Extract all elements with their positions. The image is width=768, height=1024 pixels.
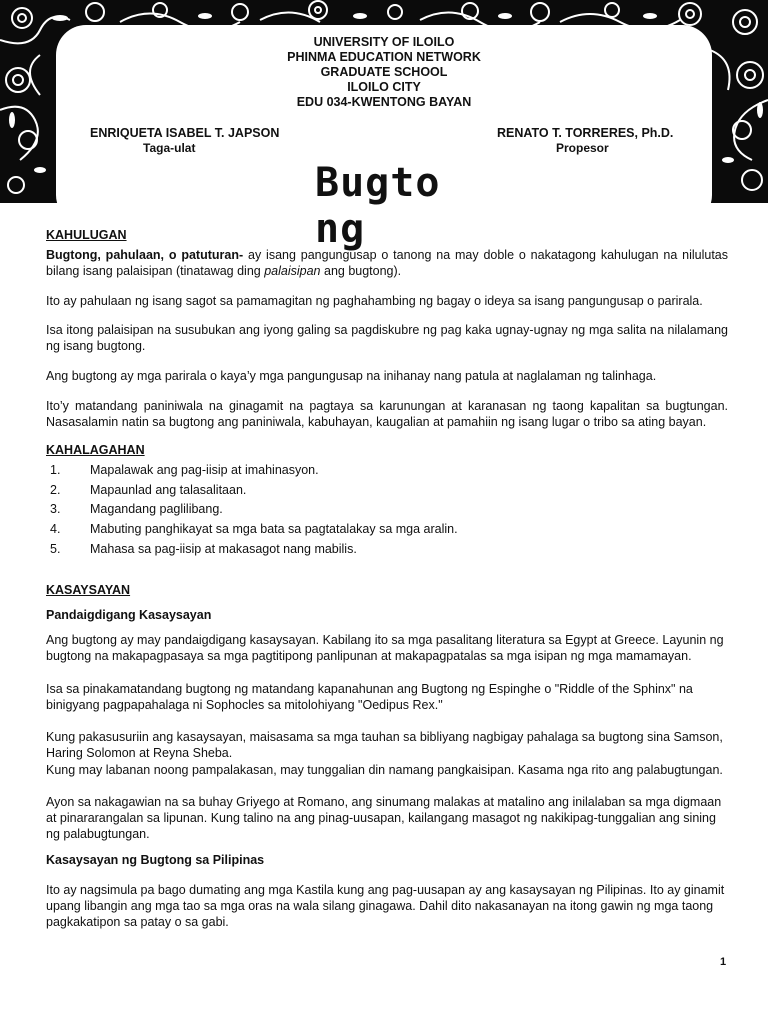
list-item-text: Magandang paglilibang. bbox=[90, 502, 223, 516]
definition-paragraph bbox=[46, 247, 728, 279]
kahulugan-paragraph-5: Ito’y matandang paniniwala na ginagamit na pagtaya sa karunungan at karanasan ng taong kapalitan sa bugtungan. Nasasalamin natin sa bugtong ang paniniwala, kabuhayan, kaugalian at pamahiin ng isang lugar o tribo sa ating bayan. bbox=[46, 399, 728, 429]
definition-lead: Bugtong, pahulaan, o patuturan- bbox=[46, 248, 244, 262]
course-title: EDU 034-KWENTONG BAYAN bbox=[296, 95, 472, 109]
network-name: PHINMA EDUCATION NETWORK bbox=[287, 50, 481, 64]
list-item-text: Mapaunlad ang talasalitaan. bbox=[90, 483, 247, 497]
kahulugan-paragraph-3: Isa itong palaisipan na susubukan ang iyong galing sa pagdiskubre ng pag kaka ugnay-ugnay ng mga salita na nilalamang ng isang bugtong. bbox=[46, 323, 728, 353]
list-item-number: 2. bbox=[50, 483, 61, 497]
list-item-text: Mabuting panghikayat sa mga bata sa pagtatalakay sa mga aralin. bbox=[90, 522, 458, 536]
page-number: 1 bbox=[720, 956, 727, 968]
reporter-role: Taga-ulat bbox=[143, 141, 196, 155]
list-item-number: 5. bbox=[50, 542, 61, 556]
definition-text-1: ay isang pangungusap o tanong na may doble o nakatagong kahulugan na nilulutas bilang isang palaisipan (tinatawag ding bbox=[46, 248, 728, 278]
list-item-number: 3. bbox=[50, 502, 61, 516]
definition-text-2: ang bugtong). bbox=[320, 264, 402, 278]
subheading-kasaysayan-pilipinas: Kasaysayan ng Bugtong sa Pilipinas bbox=[46, 853, 265, 867]
kahulugan-paragraph-2: Ito ay pahulaan ng isang sagot sa pamamagitan ng paghahambing ng bagay o ideya sa isang pangungusap o parirala. bbox=[46, 294, 703, 308]
kasaysayan-paragraph-4: Ayon sa nakagawian na sa buhay Griyego at Romano, ang sinumang malakas at matalino ang inilalaban sa mga digmaan at pinararangalan sa lipunan. Kung talino na ang pinag-uusapan, kailangang masagot ng nakikipag-tunggalian ang sining ng palabugtungan. bbox=[46, 795, 722, 841]
list-item-number: 1. bbox=[50, 463, 61, 477]
university-name: UNIVERSITY OF ILOILO bbox=[313, 35, 455, 49]
school-name: GRADUATE SCHOOL bbox=[320, 65, 448, 79]
city-name: ILOILO CITY bbox=[347, 80, 421, 94]
kasaysayan-paragraph-1: Ang bugtong ay may pandaigdigang kasaysayan. Kabilang ito sa mga pasalitang literatura sa Egypt at Greece. Layunin ng bugtong na makapagpasaya sa mga pagtitipong panlipunan at makapagpatalas sa mga isipan ng mga mamamayan. bbox=[46, 633, 724, 663]
document-title bbox=[315, 160, 475, 252]
professor-role: Propesor bbox=[556, 141, 609, 155]
professor-name: RENATO T. TORRERES, Ph.D. bbox=[497, 126, 674, 140]
section-heading-kahalagahan: KAHALAGAHAN bbox=[46, 443, 145, 457]
list-item-number: 4. bbox=[50, 522, 61, 536]
list-item-text: Mapalawak ang pag-iisip at imahinasyon. bbox=[90, 463, 319, 477]
reporter-name: ENRIQUETA ISABEL T. JAPSON bbox=[90, 126, 280, 140]
kasaysayan-paragraph-2: Isa sa pinakamatandang bugtong ng matandang kapanahunan ang Bugtong ng Espinghe o "Riddle of the Sphinx" na binigyang pagpapahalaga ni Sophocles sa mitolohiyang "Oedipus Rex." bbox=[46, 682, 693, 712]
document-title-line-1: Bugto bbox=[315, 160, 441, 206]
definition-italic-term: palaisipan bbox=[264, 264, 321, 278]
kasaysayan-paragraph-3b: Kung may labanan noong pampalakasan, may tunggalian din namang pangkaisipan. Kasama nga rito ang palabugtungan. bbox=[46, 763, 723, 777]
section-heading-kasaysayan: KASAYSAYAN bbox=[46, 583, 131, 597]
kasaysayan-paragraph-5: Ito ay nagsimula pa bago dumating ang mga Kastila kung ang pag-uusapan ay ang kasaysayan ng Pilipinas. Ito ay ginamit upang libangin ang mga tao sa mga oras na wala silang ginagawa. Dahil dito nakasanayan na itong gawin ng mga taong pagkakatipon sa patay o sa gabi. bbox=[46, 883, 725, 929]
subheading-pandaigdigang-kasaysayan: Pandaigdigang Kasaysayan bbox=[46, 608, 212, 622]
list-item-text: Mahasa sa pag-iisip at makasagot nang mabilis. bbox=[90, 542, 357, 556]
section-heading-kahulugan: KAHULUGAN bbox=[46, 228, 127, 242]
document-title-line-2: ng bbox=[315, 206, 366, 252]
kasaysayan-paragraph-3a: Kung pakasusuriin ang kasaysayan, maisasama sa mga tauhan sa bibliyang nagbigay pahalaga sa bugtong sina Samson, Haring Solomon at Reyna Sheba. bbox=[46, 730, 723, 760]
kahulugan-paragraph-4: Ang bugtong ay mga parirala o kaya’y mga pangungusap na inihanay nang patula at naglalaman ng talinhaga. bbox=[46, 369, 657, 383]
